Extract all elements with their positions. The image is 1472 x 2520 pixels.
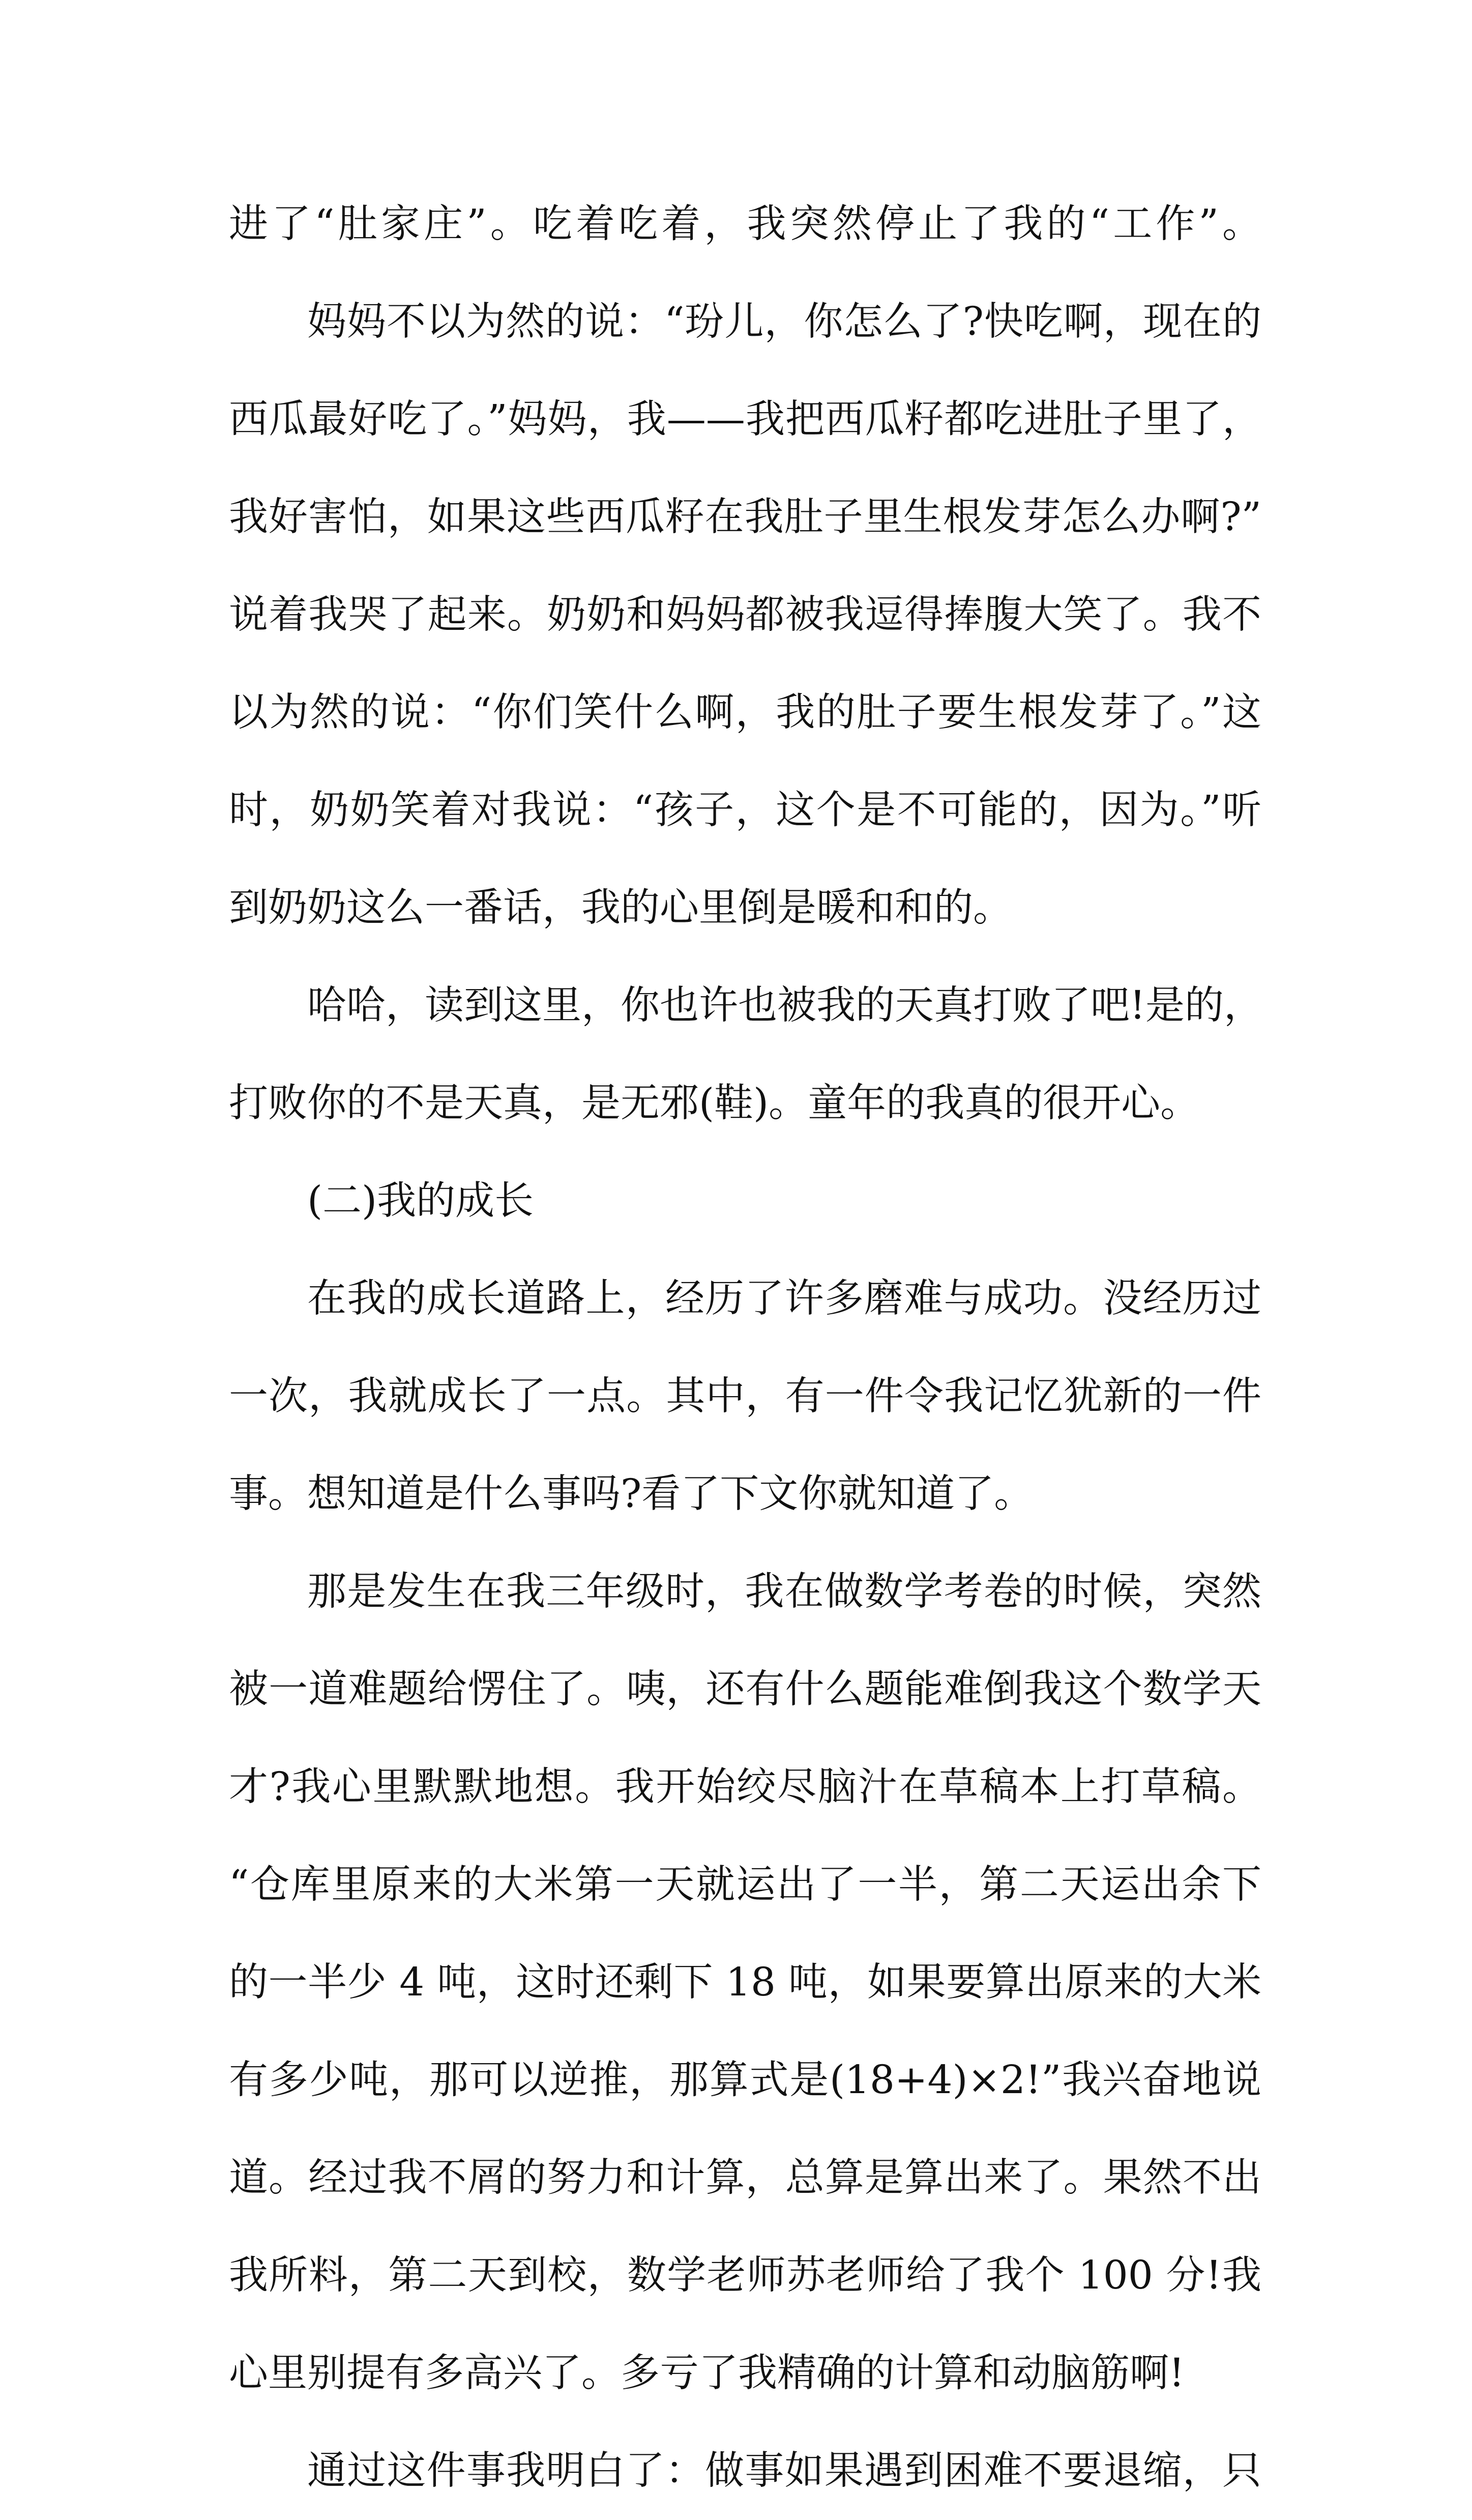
text-line: 说着我哭了起来。奶奶和妈妈都被我逗得捧腹大笑了。我不 <box>229 592 1261 638</box>
text-line: 才?我心里默默地想。我开始绞尽脑汁在草稿本上打草稿。 <box>229 1764 1261 1810</box>
text-line: 妈妈不以为然的说：“玢儿，你怎么了?快吃啊，现在的 <box>307 299 1261 344</box>
text-line: 以为然的说：“你们笑什么啊，我的肚子要生根发芽了。”这 <box>229 690 1261 735</box>
text-line: 时，奶奶笑着对我说：“孩子，这个是不可能的，因为。”听 <box>229 788 1261 833</box>
document-body <box>229 176 1261 2520</box>
text-line: 被一道难题给愣住了。咦，还有什么题能难倒我这个数学天 <box>229 1667 1261 1712</box>
text-line: 有多少吨，那可以逆推，那算式是(18+4)×2!”我兴奋地说 <box>229 2058 1261 2103</box>
text-line: 在我的成长道路上，经历了许多磨难与成功。没经历过 <box>307 1276 1261 1321</box>
text-line: 那是发生在我三年级时，我在做数学考卷的时候，突然 <box>307 1569 1261 1614</box>
text-line: 打败你的不是天真，是无邪(鞋)。童年的我真的很开心。 <box>229 1081 1200 1126</box>
text-line: 的一半少 4 吨，这时还剩下 18 吨，如果要算出原来的大米 <box>229 1960 1261 2005</box>
text-line: 西瓜最好吃了。”妈妈，我——我把西瓜籽都吃进肚子里了， <box>229 397 1261 442</box>
text-line: 心里别提有多高兴了。多亏了我精确的计算和动脑筋啊! <box>229 2351 1185 2396</box>
text-line: 哈哈，读到这里，你也许也被我的天真打败了吧!是的， <box>307 983 1263 1028</box>
text-line: 一次，我就成长了一点。其中，有一件令我记忆犹新的一件 <box>229 1374 1261 1419</box>
text-line: 通过这件事我明白了：做事如果遇到困难不要退缩，只 <box>307 2448 1261 2494</box>
text-line: 事。想知道是什么事吗?看了下文你就知道了。 <box>229 1471 1034 1517</box>
text-line: 道。经过我不屑的努力和计算，总算是算出来了。果然不出 <box>229 2155 1261 2200</box>
text-line: “仓库里原来的大米第一天就运出了一半，第二天运出余下 <box>229 1862 1261 1907</box>
section-heading: (二)我的成长 <box>307 1178 534 1224</box>
text-line: 进了“肚家庄”。吃着吃着，我突然停止了我的“工作”。 <box>229 201 1261 247</box>
text-line: 我所料，第二天到校，数学老师苏老师给了我个 100 分!我 <box>229 2253 1261 2298</box>
text-line: 到奶奶这么一番话，我的心里倒是暖和和的。 <box>229 885 1012 931</box>
text-line: 我好害怕，如果这些西瓜籽在我肚子里生根发芽怎么办啊?” <box>229 495 1261 540</box>
